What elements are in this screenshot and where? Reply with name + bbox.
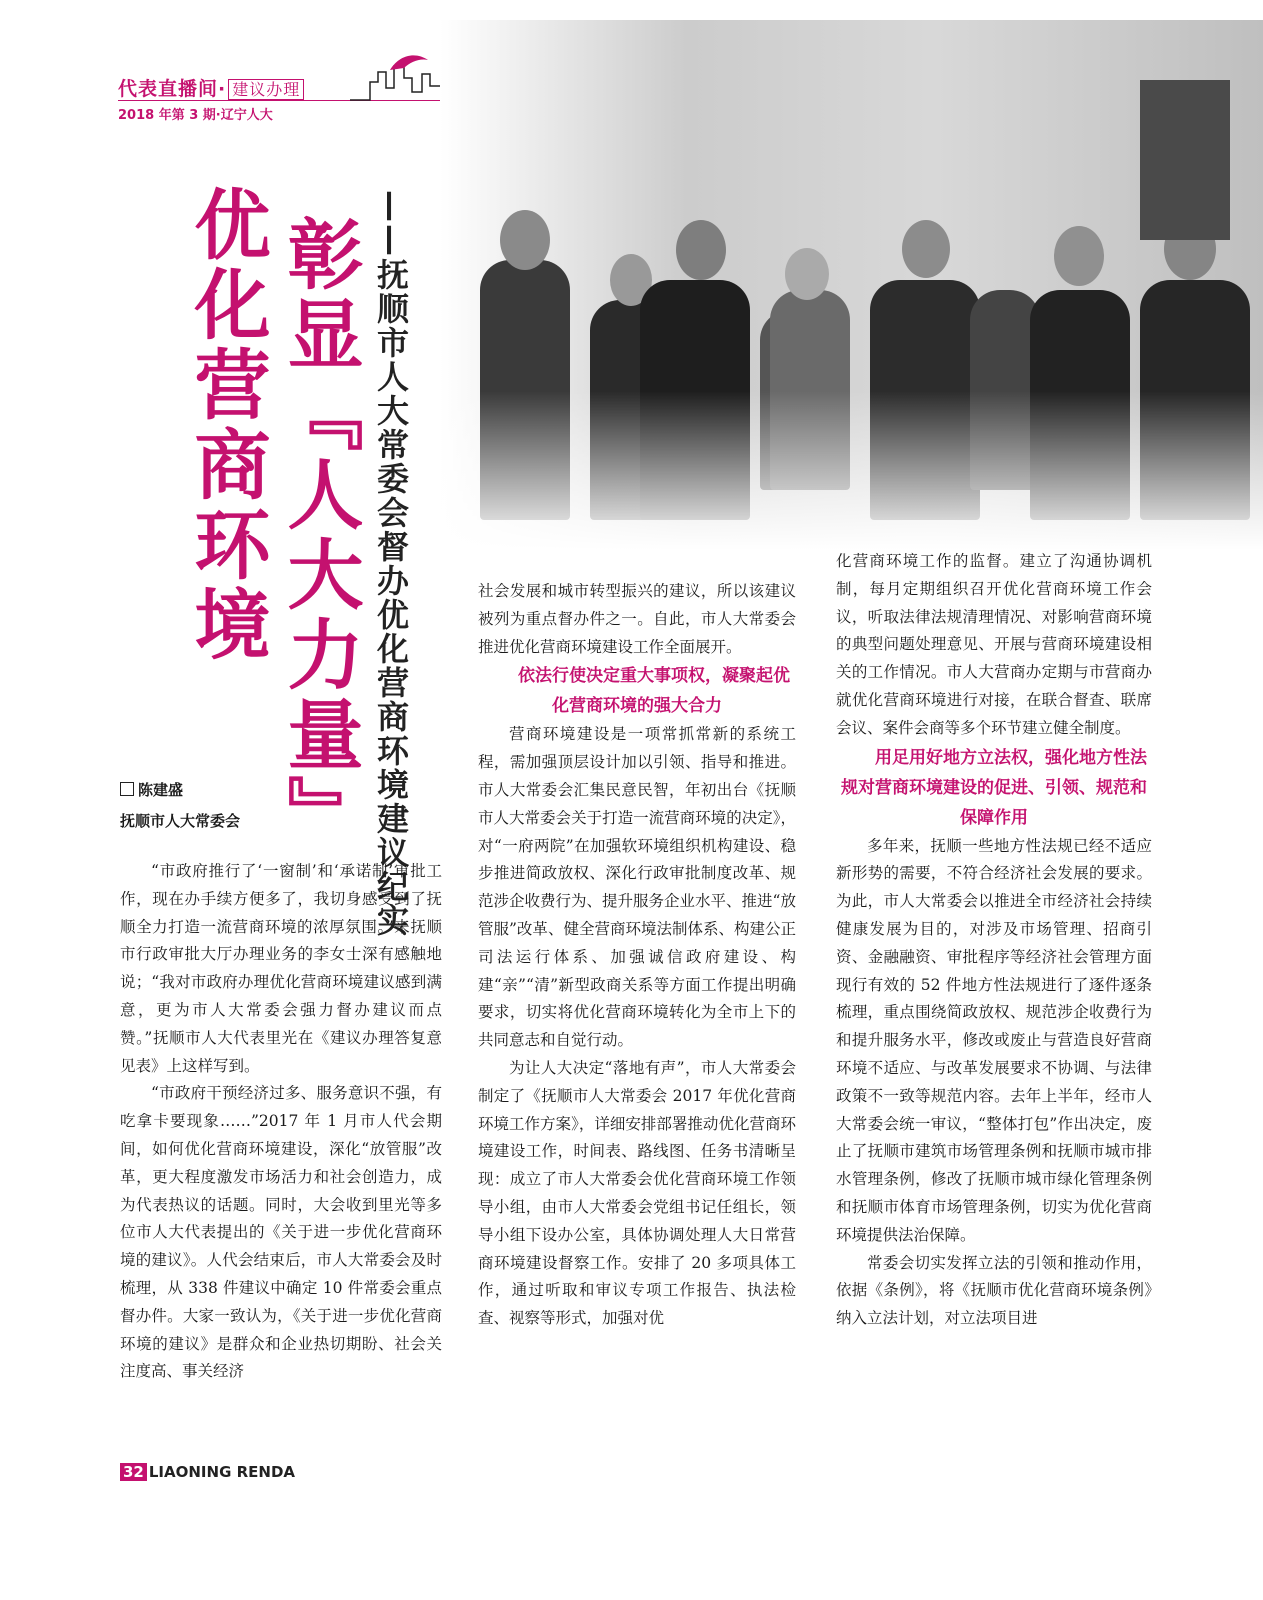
- issue-label: 2018 年第 3 期·辽宁人大: [118, 108, 273, 123]
- page-folio: [120, 1463, 295, 1481]
- author-organization: 抚顺市人大常委会: [120, 812, 241, 830]
- article-subtitle: ——抚顺市人大常委会督办优化营商环境建议纪实: [372, 190, 410, 938]
- author-line: [120, 779, 183, 800]
- section-header: [118, 74, 304, 101]
- main-title: 优化营商环境: [182, 185, 271, 665]
- column-1: [120, 858, 442, 1386]
- page-number: 32: [120, 1463, 147, 1481]
- section-subheading: 用足用好地方立法权，强化地方性法规对营商环境建设的促进、引领、规范和保障作用: [841, 747, 1147, 828]
- section-separator: ·: [218, 78, 227, 100]
- paragraph: 营商环境建设是一项常抓常新的系统工程，需加强顶层设计加以引领、指导和推进。市人大常委会汇集民意民智，年初出台《抚顺市人大常委会关于打造一流营商环境的决定》，对“一府两院”在加强软环境组织机构建设、稳步推进简政放权、深化行政审批制度改革、规范涉企收费行为、提升服务企业水平、推进“放管服”改革、健全营商环境法制体系、构建公正司法运行体系、加强诚信政府建设、构建“亲”“清”新型政商关系等方面工作提出明确要求，切实将优化营商环境转化为全市上下的共同意志和自觉行动。: [478, 725, 796, 1050]
- paragraph-continuation: 化营商环境工作的监督。建立了沟通协调机制，每月定期组织召开优化营商环境工作会议，听取法律法规清理情况、对影响营商环境的典型问题处理意见、开展与营商环境建设相关的工作情况。市人大营商办定期与市营商办就优化营商环境进行对接，在联合督查、联席会议、案件会商等多个环节建立健全制度。: [836, 552, 1152, 737]
- secondary-title: 彰显『人大力量』: [275, 215, 364, 855]
- section-name: 代表直播间: [118, 78, 219, 100]
- inspection-photo: [440, 20, 1263, 550]
- column-3: [836, 548, 1152, 1333]
- paragraph: 为让人大决定“落地有声”，市人大常委会制定了《抚顺市人大常委会 2017 年优化营商环境工作方案》，详细安排部署推动优化营商环境建设工作，时间表、路线图、任务书清晰呈现：成立了市人大常委会优化营商环境工作领导小组，由市人大常委会党组书记任组长，领导小组下设办公室，具体协调处理人大日常营商环境建设督察工作。安排了 20 多项具体工作，通过听取和审议专项工作报告、执法检查、视察等形式，加强对优: [478, 1058, 796, 1328]
- paragraph: “市政府干预经济过多、服务意识不强，有吃拿卡要现象……”2017 年 1 月市人代会期间，如何优化营商环境建设，深化“放管服”改革，更大程度激发市场活力和社会创造力，成为代表热议的话题。同时，大会收到里光等多位市人大代表提出的《关于进一步优化营商环境的建议》。人代会结束后，市人大常委会及时梳理，从 338 件建议中确定 10 件常委会重点督办件。大家一致认为，《关于进一步优化营商环境的建议》是群众和企业热切期盼、社会关注度高、事关经济: [120, 1084, 442, 1381]
- section-subheading: 依法行使决定重大事项权，凝聚起优化营商环境的强大合力: [518, 666, 790, 717]
- column-2: [478, 578, 796, 1333]
- paragraph: “市政府推行了‘一窗制’和‘承诺制’审批工作，现在办手续方便多了，我切身感受到了抚顺全力打造一流营商环境的浓厚氛围。”来抚顺市行政审批大厅办理业务的李女士深有感触地说；“我对市政府办理优化营商环境建议感到满意，更为市人大常委会强力督办建议而点赞。”抚顺市人大代表里光在《建议办理答复意见表》上这样写到。: [120, 862, 442, 1075]
- paragraph-continuation: 社会发展和城市转型振兴的建议，所以该建议被列为重点督办件之一。自此，市人大常委会推进优化营商环境建设工作全面展开。: [478, 582, 796, 656]
- author-box-icon: [120, 782, 134, 796]
- paragraph: 多年来，抚顺一些地方性法规已经不适应新形势的需要，不符合经济社会发展的要求。为此，市人大常委会以推进全市经济社会持续健康发展为目的，对涉及市场管理、招商引资、金融融资、审批程序等经济社会管理方面现行有效的 52 件地方性法规进行了逐件逐条梳理，重点围绕简政放权、规范涉企收费行为和提升服务水平，修改或废止与营造良好营商环境不适应、与改革发展要求不协调、与法律政策不一致等规范内容。去年上半年，经市人大常委会统一审议，“整体打包”作出决定，废止了抚顺市建筑市场管理条例和抚顺市城市排水管理条例，修改了抚顺市城市绿化管理条例和抚顺市体育市场管理条例，切实为优化营商环境提供法治保障。: [836, 836, 1152, 1244]
- paragraph: 常委会切实发挥立法的引领和推动作用，依据《条例》，将《抚顺市优化营商环境条例》纳入立法计划，对立法项目进: [836, 1253, 1152, 1328]
- magazine-name: LIAONING RENDA: [148, 1463, 296, 1481]
- subsection-name: 建议办理: [228, 79, 304, 100]
- author-name: 陈建盛: [138, 781, 184, 799]
